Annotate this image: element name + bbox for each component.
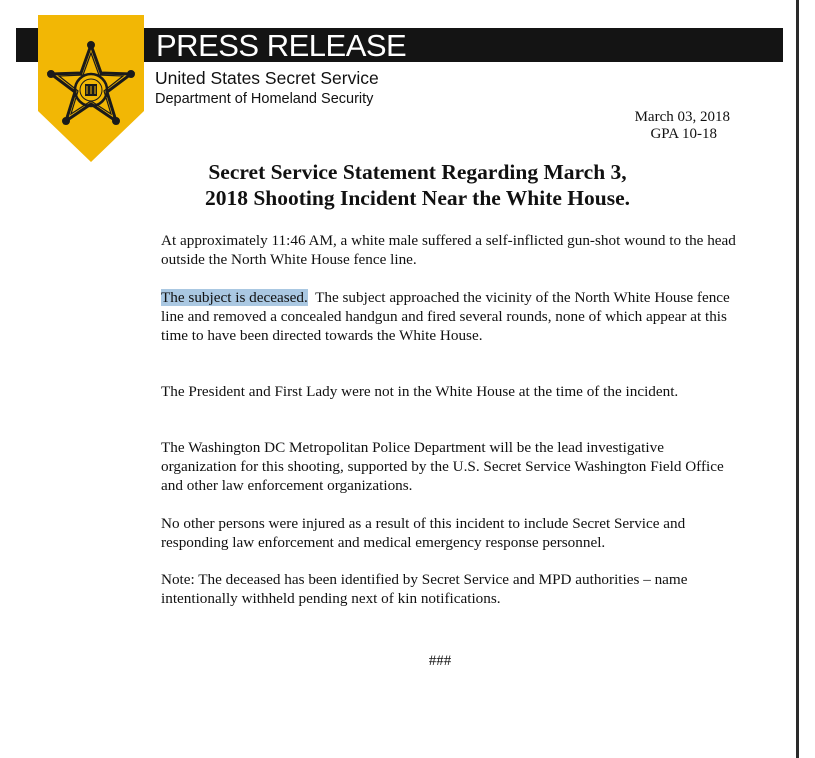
- release-date: March 03, 2018: [634, 109, 730, 125]
- paragraph-incident: At approximately 11:46 AM, a white male suffered a self-inflicted gun-shot wound to the head outside the North White House fence line.: [161, 232, 736, 268]
- paragraph-injuries: No other persons were injured as a result of this incident to include Secret Service and responding law enforcement and medical emergency response personnel.: [161, 515, 686, 551]
- headline-line-1: Secret Service Statement Regarding March 3,: [208, 160, 627, 184]
- paragraph-investigation: The Washington DC Metropolitan Police Department will be the lead investigative organization for this shooting, supported by the U.S. Secret Service Washington Field Office and other law enforcement organizations.: [161, 439, 724, 494]
- department-name: Department of Homeland Security: [155, 91, 374, 107]
- agency-name: United States Secret Service: [155, 68, 379, 88]
- secret-service-star-badge-icon: [38, 15, 144, 162]
- headline-line-2: 2018 Shooting Incident Near the White House.: [204, 186, 631, 210]
- paragraph-subject-rest: The subject approached the vicinity of the North White House fence line and removed a concealed handgun and fired several rounds, none of which appear at this time to have been directed towards the White House.: [161, 289, 730, 344]
- end-marks: ###: [428, 653, 452, 669]
- page-edge: [796, 0, 799, 758]
- paragraph-subject: [161, 288, 736, 345]
- headline: [140, 159, 695, 211]
- paragraph-president: The President and First Lady were not in the White House at the time of the incident.: [161, 383, 679, 400]
- selected-text[interactable]: The subject is deceased.: [161, 289, 308, 306]
- paragraph-note: Note: The deceased has been identified by Secret Service and MPD authorities – name intentionally withheld pending next of kin notifications.: [161, 571, 688, 607]
- banner-title: PRESS RELEASE: [156, 28, 407, 63]
- release-number: GPA 10-18: [650, 126, 717, 142]
